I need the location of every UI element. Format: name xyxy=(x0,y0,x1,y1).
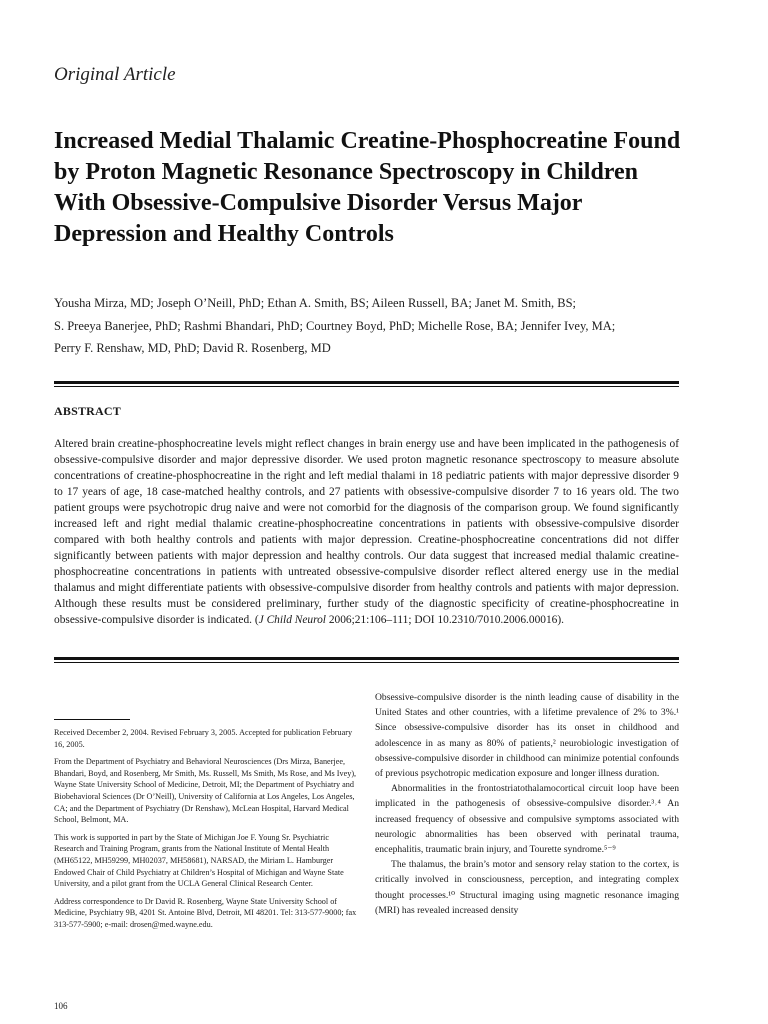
footnote-correspondence: Address correspondence to Dr David R. Rosenberg, Wayne State University School of Medicine, Psychiatry 9B, 4201 St. Antoine Blvd, Detroit, MI 48201. Tel: 313-577-9000; fax 313-577-5900; e-mail: drosen@med.wayne.edu. xyxy=(54,896,357,929)
top-double-rule xyxy=(54,381,679,387)
bottom-double-rule xyxy=(54,657,679,663)
citation-journal: J Child Neurol xyxy=(258,614,326,626)
article-title: Increased Medial Thalamic Creatine-Phosphocreatine Found by Proton Magnetic Resonance Spectroscopy in Children With Obsessive-Compulsive Disorder Versus Major Depression and Healthy Controls xyxy=(54,128,681,247)
author-line: Yousha Mirza, MD; Joseph O’Neill, PhD; Ethan A. Smith, BS; Aileen Russell, BA; Janet M. Smith, BS; xyxy=(54,296,577,310)
page-number: 106 xyxy=(54,1001,68,1011)
body-text xyxy=(375,690,679,918)
author-list xyxy=(54,292,684,360)
body-paragraph: Abnormalities in the frontostriatothalamocortical circuit loop have been implicated in the pathogenesis of obsessive-compulsive disorder.³˒⁴ An increased frequency of obsessive and compulsive symptoms associated with neurologic abnormalities has been observed with perinatal trauma, encephalitis, traumatic brain injury, and Tourette syndrome.⁵⁻⁹ xyxy=(375,783,679,856)
body-paragraph: Obsessive-compulsive disorder is the ninth leading cause of disability in the United States and other countries, with a lifetime prevalence of 2% to 3%.¹ Since obsessive-compulsive disorder has its onset in childhood and adolescence in as many as 80% of patients,² neurobiologic investigation of obsessive-compulsive disorder in childhood can minimize potential confounds of previous psychotropic medication exposure and longer illness duration. xyxy=(375,692,679,780)
footnote-funding: This work is supported in part by the State of Michigan Joe F. Young Sr. Psychiatric Research and Training Program, grants from the National Institute of Mental Health (MH65122, MH59299, MH02037, MH58681), NARSAD, the Miriam L. Hamburger Endowed Chair of Child Psychiatry at Children’s Hospital of Michigan and Wayne State University, and a pilot grant from the UCLA General Clinical Research Center. xyxy=(54,832,344,889)
footnotes xyxy=(54,727,360,937)
abstract-heading: ABSTRACT xyxy=(54,404,121,418)
abstract-body xyxy=(54,436,679,628)
footnote-rule xyxy=(54,719,130,720)
citation-details: 2006;21:106–111; DOI 10.2310/7010.2006.00016). xyxy=(325,614,565,626)
footnote-affiliations: From the Department of Psychiatry and Behavioral Neurosciences (Drs Mirza, Banerjee, Bhandari, Boyd, and Rosenberg, Mr Smith, Ms. Russell, Ms Smith, Ms Rose, and Ms Ivey), Wayne State University School of Medicine, Detroit, MI; the Department of Psychiatry and Biobehavioral Sciences (Dr O’Neill), University of California at Los Angeles, Los Angeles, CA; and the Department of Psychiatry (Dr Renshaw), McLean Hospital, Harvard Medical School, Belmont, MA. xyxy=(54,757,357,825)
abstract-text: Altered brain creatine-phosphocreatine levels might reflect changes in brain energy use and have been implicated in the pathogenesis of obsessive-compulsive disorder and major depressive disorder. We used proton magnetic resonance spectroscopy to measure absolute concentrations of creatine-phosphocreatine in the right and left medial thalami in 18 pediatric patients with major depressive disorder 9 to 17 years of age, 18 case-matched healthy controls, and 27 patients with obsessive-compulsive disorder 7 to 16 years old. The two patient groups were psychotropic drug naive and were not comorbid for the diagnosis of the comparison group. We found significantly increased left and right medial thalamic creatine-phosphocreatine concentrations in patients with obsessive-compulsive disorder compared with both healthy controls and patients with major depression. Creatine-phosphocreatine concentrations did not differ significantly between patients with major depression and healthy controls. Our data suggest that increased medial thalamic creatine-phosphocreatine concentrations in patients with untreated obsessive-compulsive disorder reflect altered energy use in the medial thalamus and might differentiate patients with obsessive-compulsive disorder from healthy controls and patients with major depression. Although these results must be considered preliminary, further study of the diagnostic specificity of creatine-phosphocreatine in obsessive-compulsive disorder is indicated. ( xyxy=(54,438,679,626)
body-paragraph: The thalamus, the brain’s motor and sensory relay station to the cortex, is critically involved in consciousness, perception, and integrating complex thought processes.¹⁰ Structural imaging using magnetic resonance imaging (MRI) has revealed increased density xyxy=(375,859,679,916)
author-line: S. Preeya Banerjee, PhD; Rashmi Bhandari, PhD; Courtney Boyd, PhD; Michelle Rose, BA; Jennifer Ivey, MA; xyxy=(54,318,616,333)
section-label: Original Article xyxy=(54,64,176,85)
footnote-received: Received December 2, 2004. Revised February 3, 2005. Accepted for publication February 16, 2005. xyxy=(54,728,353,749)
author-line: Perry F. Renshaw, MD, PhD; David R. Rosenberg, MD xyxy=(54,341,331,355)
